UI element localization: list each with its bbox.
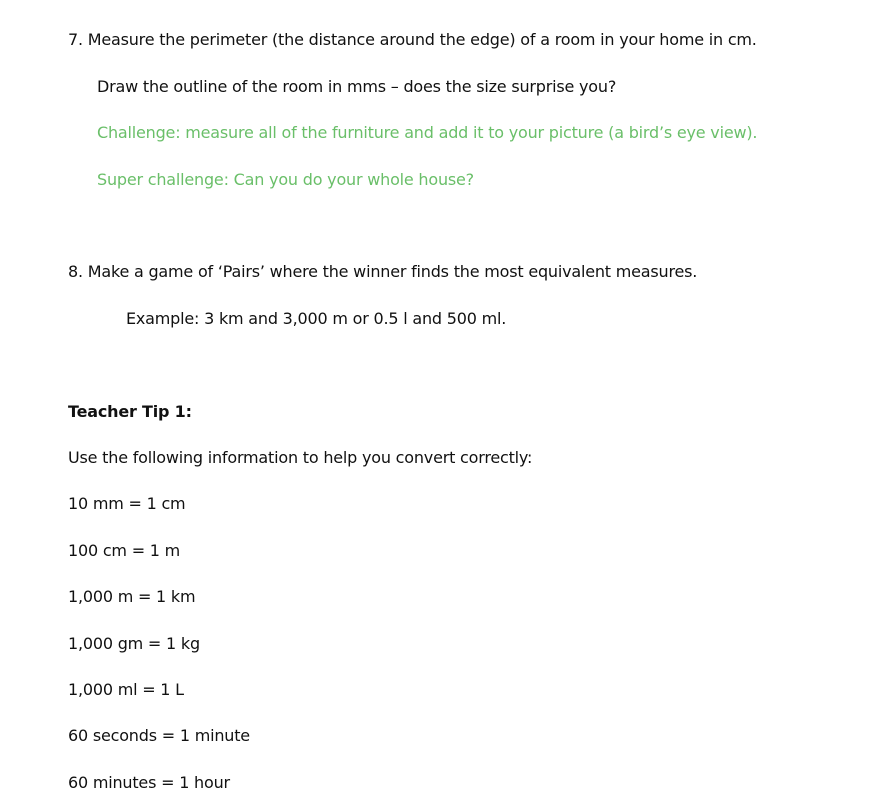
- question-7-super-challenge: Super challenge: Can you do your whole house?: [97, 170, 474, 189]
- conversion-item: 1,000 ml = 1 L: [68, 680, 184, 699]
- conversion-item: 60 seconds = 1 minute: [68, 726, 250, 745]
- question-8-example: Example: 3 km and 3,000 m or 0.5 l and 500 ml.: [126, 309, 507, 328]
- conversion-item: 1,000 m = 1 km: [68, 587, 196, 606]
- question-8-text: 8. Make a game of ‘Pairs’ where the winner finds the most equivalent measures.: [68, 262, 698, 281]
- question-7-challenge: Challenge: measure all of the furniture and add it to your picture (a bird’s eye view).: [97, 123, 758, 142]
- question-7-draw-instruction: Draw the outline of the room in mms – does the size surprise you?: [97, 77, 617, 96]
- conversion-item: 1,000 gm = 1 kg: [68, 634, 200, 653]
- conversion-item: 60 minutes = 1 hour: [68, 773, 230, 792]
- teacher-tip-title: Teacher Tip 1:: [68, 402, 192, 421]
- conversion-item: 10 mm = 1 cm: [68, 494, 186, 513]
- teacher-tip-intro: Use the following information to help you convert correctly:: [68, 448, 533, 467]
- conversion-item: 100 cm = 1 m: [68, 541, 181, 560]
- question-7-text: 7. Measure the perimeter (the distance around the edge) of a room in your home in cm.: [68, 30, 757, 49]
